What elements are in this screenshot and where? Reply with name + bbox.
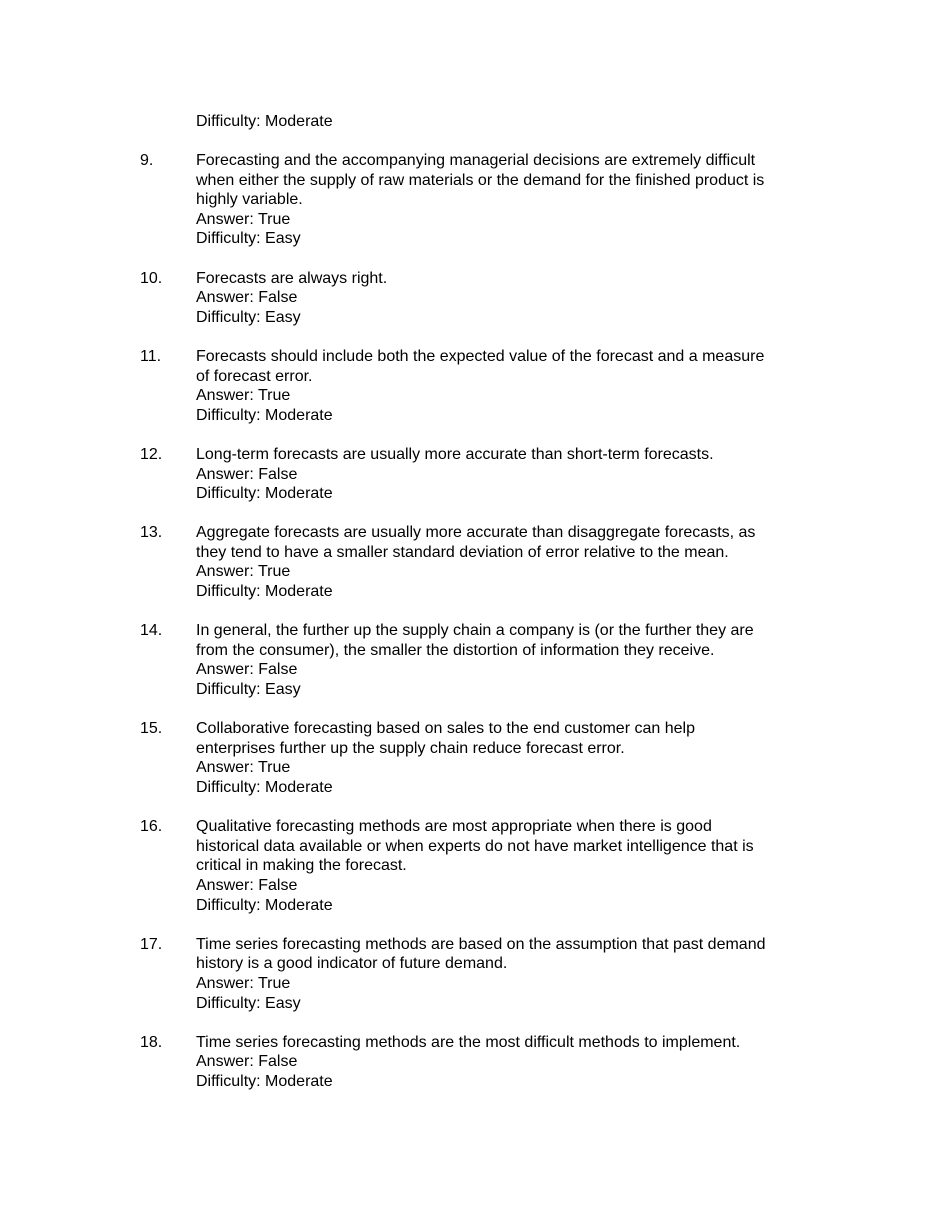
question-item	[140, 621, 820, 699]
question-text-line: Long-term forecasts are usually more accurate than short-term forecasts.	[196, 445, 714, 463]
question-body	[196, 523, 811, 601]
previous-question-difficulty	[196, 112, 816, 132]
question-body	[196, 719, 811, 797]
question-text-line: history is a good indicator of future demand.	[196, 955, 508, 973]
question-body	[196, 621, 811, 699]
answer-line: Answer: False	[196, 465, 298, 483]
question-text-line: enterprises further up the supply chain reduce forecast error.	[196, 739, 625, 757]
difficulty-line: Difficulty: Easy	[196, 994, 301, 1012]
answer-line: Answer: False	[196, 289, 298, 307]
answer-line: Answer: True	[196, 974, 291, 992]
question-item	[140, 719, 820, 797]
question-text-line: they tend to have a smaller standard deviation of error relative to the mean.	[196, 543, 729, 561]
question-body	[196, 1033, 811, 1092]
question-text-line: when either the supply of raw materials or the demand for the finished product is	[196, 171, 765, 189]
difficulty-line: Difficulty: Easy	[196, 230, 301, 248]
question-number: 17.	[140, 935, 163, 953]
difficulty-line: Difficulty: Moderate	[196, 406, 333, 424]
question-number: 12.	[140, 445, 163, 463]
question-body	[196, 817, 811, 915]
answer-line: Answer: True	[196, 563, 291, 581]
question-item	[140, 523, 820, 601]
question-text-line: Aggregate forecasts are usually more accurate than disaggregate forecasts, as	[196, 524, 756, 542]
question-text-line: In general, the further up the supply chain a company is (or the further they are	[196, 622, 754, 640]
question-text-line: Time series forecasting methods are based on the assumption that past demand	[196, 935, 766, 953]
question-number: 18.	[140, 1033, 163, 1051]
answer-line: Answer: False	[196, 1053, 298, 1071]
question-body	[196, 445, 811, 504]
question-number: 9.	[140, 152, 154, 169]
question-item	[140, 347, 820, 425]
question-item	[140, 817, 820, 915]
question-body	[196, 935, 811, 1013]
question-body	[196, 347, 811, 425]
question-text-line: Time series forecasting methods are the most difficult methods to implement.	[196, 1033, 741, 1051]
question-text-line: historical data available or when experts do not have market intelligence that is	[196, 837, 754, 855]
question-text-line: Collaborative forecasting based on sales to the end customer can help	[196, 720, 695, 738]
question-number: 11.	[140, 347, 162, 365]
question-list	[140, 151, 820, 1111]
question-number: 14.	[140, 622, 163, 640]
question-item	[140, 1033, 820, 1092]
answer-line: Answer: True	[196, 759, 291, 777]
question-text-line: Forecasts should include both the expected value of the forecast and a measure	[196, 347, 765, 365]
difficulty-line: Difficulty: Easy	[196, 681, 301, 699]
question-number: 10.	[140, 269, 163, 287]
question-text-line: highly variable.	[196, 191, 303, 209]
question-number: 13.	[140, 524, 163, 542]
question-item	[140, 151, 820, 249]
difficulty-line: Difficulty: Moderate	[196, 1072, 333, 1090]
question-item	[140, 935, 820, 1013]
question-text-line: of forecast error.	[196, 367, 313, 385]
question-number: 15.	[140, 720, 163, 738]
question-number: 16.	[140, 818, 163, 836]
difficulty-line: Difficulty: Easy	[196, 308, 301, 326]
answer-line: Answer: True	[196, 387, 291, 405]
question-text-line: critical in making the forecast.	[196, 857, 407, 875]
difficulty-line: Difficulty: Moderate	[196, 485, 333, 503]
difficulty-line: Difficulty: Moderate	[196, 896, 333, 914]
question-body	[196, 269, 811, 328]
question-text-line: Forecasting and the accompanying managerial decisions are extremely difficult	[196, 152, 756, 169]
question-text-line: Forecasts are always right.	[196, 269, 388, 287]
question-text-line: from the consumer), the smaller the distortion of information they receive.	[196, 641, 715, 659]
difficulty-line: Difficulty: Moderate	[196, 113, 333, 130]
difficulty-line: Difficulty: Moderate	[196, 583, 333, 601]
question-item	[140, 269, 820, 328]
question-item	[140, 445, 820, 504]
answer-line: Answer: False	[196, 876, 298, 894]
answer-line: Answer: False	[196, 661, 298, 679]
question-body	[196, 151, 811, 249]
answer-line: Answer: True	[196, 210, 291, 228]
difficulty-line: Difficulty: Moderate	[196, 779, 333, 796]
question-text-line: Qualitative forecasting methods are most appropriate when there is good	[196, 818, 712, 836]
